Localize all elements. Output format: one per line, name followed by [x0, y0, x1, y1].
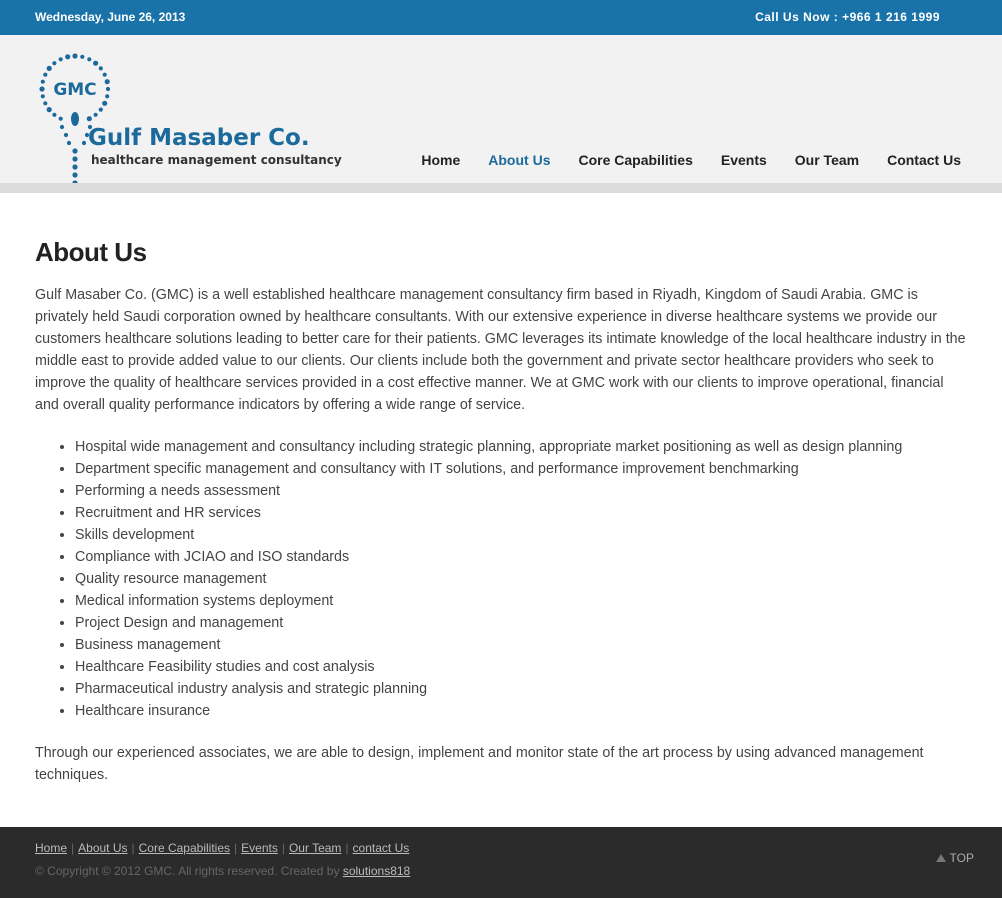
site-footer — [0, 827, 1002, 898]
site-logo[interactable] — [36, 47, 342, 187]
logo-tagline: healthcare management consultancy — [91, 153, 342, 167]
footer-separator: | — [234, 841, 238, 855]
logo-name: Gulf Masaber Co. — [88, 125, 310, 151]
footer-link-core-capabilities[interactable]: Core Capabilities — [138, 841, 231, 855]
footer-link-home[interactable]: Home — [35, 841, 68, 855]
footer-separator: | — [281, 841, 285, 855]
phone-number: Call Us Now : +966 1 216 1999 — [755, 10, 940, 24]
services-list — [75, 436, 970, 722]
nav-item-core-capabilities[interactable]: Core Capabilities — [578, 152, 693, 168]
list-item: • Pharmaceutical industry analysis and strategic planning — [75, 678, 970, 700]
footer-separator: | — [345, 841, 349, 855]
list-item: • Business management — [75, 634, 970, 656]
footer-links — [35, 841, 409, 855]
copyright-text: © Copyright © 2012 GMC. All rights reserved. Created by — [35, 864, 340, 878]
main-nav — [393, 152, 961, 168]
intro-paragraph: Gulf Masaber Co. (GMC) is a well established healthcare management consultancy firm based in Riyadh, Kingdom of Saudi Arabia. GMC is privately held Saudi corporation owned by healthcare consultants. With our extensive experience in diverse healthcare systems we provide our customers healthcare solutions leading to better care for their patients. GMC leverages its intimate knowledge of the local healthcare industry in the middle east to provide added value to our clients. Our clients include both the government and private sector healthcare providers who seek to improve the quality of healthcare services provided in a cost effective manner. We at GMC work with our clients to improve operational, financial and overall quality performance indicators by offering a wide range of service. — [35, 287, 966, 413]
main-content — [35, 237, 970, 786]
arrow-up-icon — [936, 854, 946, 862]
footer-link-about-us[interactable]: About Us — [78, 841, 128, 855]
logo-mark-text: GMC — [53, 80, 97, 100]
closing-paragraph: Through our experienced associates, we are able to design, implement and monitor state of the art process by using advanced management techniques. — [35, 745, 924, 783]
nav-item-events[interactable]: Events — [720, 152, 767, 168]
list-item: • Medical information systems deployment — [75, 590, 970, 612]
list-item: • Healthcare Feasibility studies and cost analysis — [75, 656, 970, 678]
footer-separator: | — [71, 841, 75, 855]
credit-link[interactable]: solutions818 — [342, 864, 411, 878]
list-item: • Project Design and management — [75, 612, 970, 634]
top-bar — [0, 0, 1002, 35]
footer-link-events[interactable]: Events — [241, 841, 278, 855]
header-divider — [0, 183, 1002, 193]
list-item: • Compliance with JCIAO and ISO standards — [75, 546, 970, 568]
nav-item-contact-us[interactable]: Contact Us — [887, 152, 961, 168]
site-header — [0, 35, 1002, 193]
list-item: • Performing a needs assessment — [75, 480, 970, 502]
footer-link-our-team[interactable]: Our Team — [288, 841, 342, 855]
nav-item-about-us[interactable]: About Us — [488, 152, 551, 168]
footer-separator: | — [131, 841, 135, 855]
back-to-top-label: TOP — [949, 851, 974, 865]
list-item: • Hospital wide management and consultancy including strategic planning, appropriate market positioning as well as design planning — [75, 436, 970, 458]
current-date: Wednesday, June 26, 2013 — [35, 10, 186, 24]
nav-item-our-team[interactable]: Our Team — [794, 152, 860, 168]
footer-link-contact-us[interactable]: contact Us — [352, 841, 410, 855]
back-to-top-button[interactable] — [936, 851, 974, 865]
list-item: • Skills development — [75, 524, 970, 546]
list-item: • Recruitment and HR services — [75, 502, 970, 524]
copyright — [35, 864, 410, 878]
page-title: About Us — [35, 237, 147, 267]
list-item: • Quality resource management — [75, 568, 970, 590]
list-item: • Healthcare insurance — [75, 700, 970, 722]
list-item: • Department specific management and consultancy with IT solutions, and performance improvement benchmarking — [75, 458, 970, 480]
nav-item-home[interactable]: Home — [421, 152, 461, 168]
